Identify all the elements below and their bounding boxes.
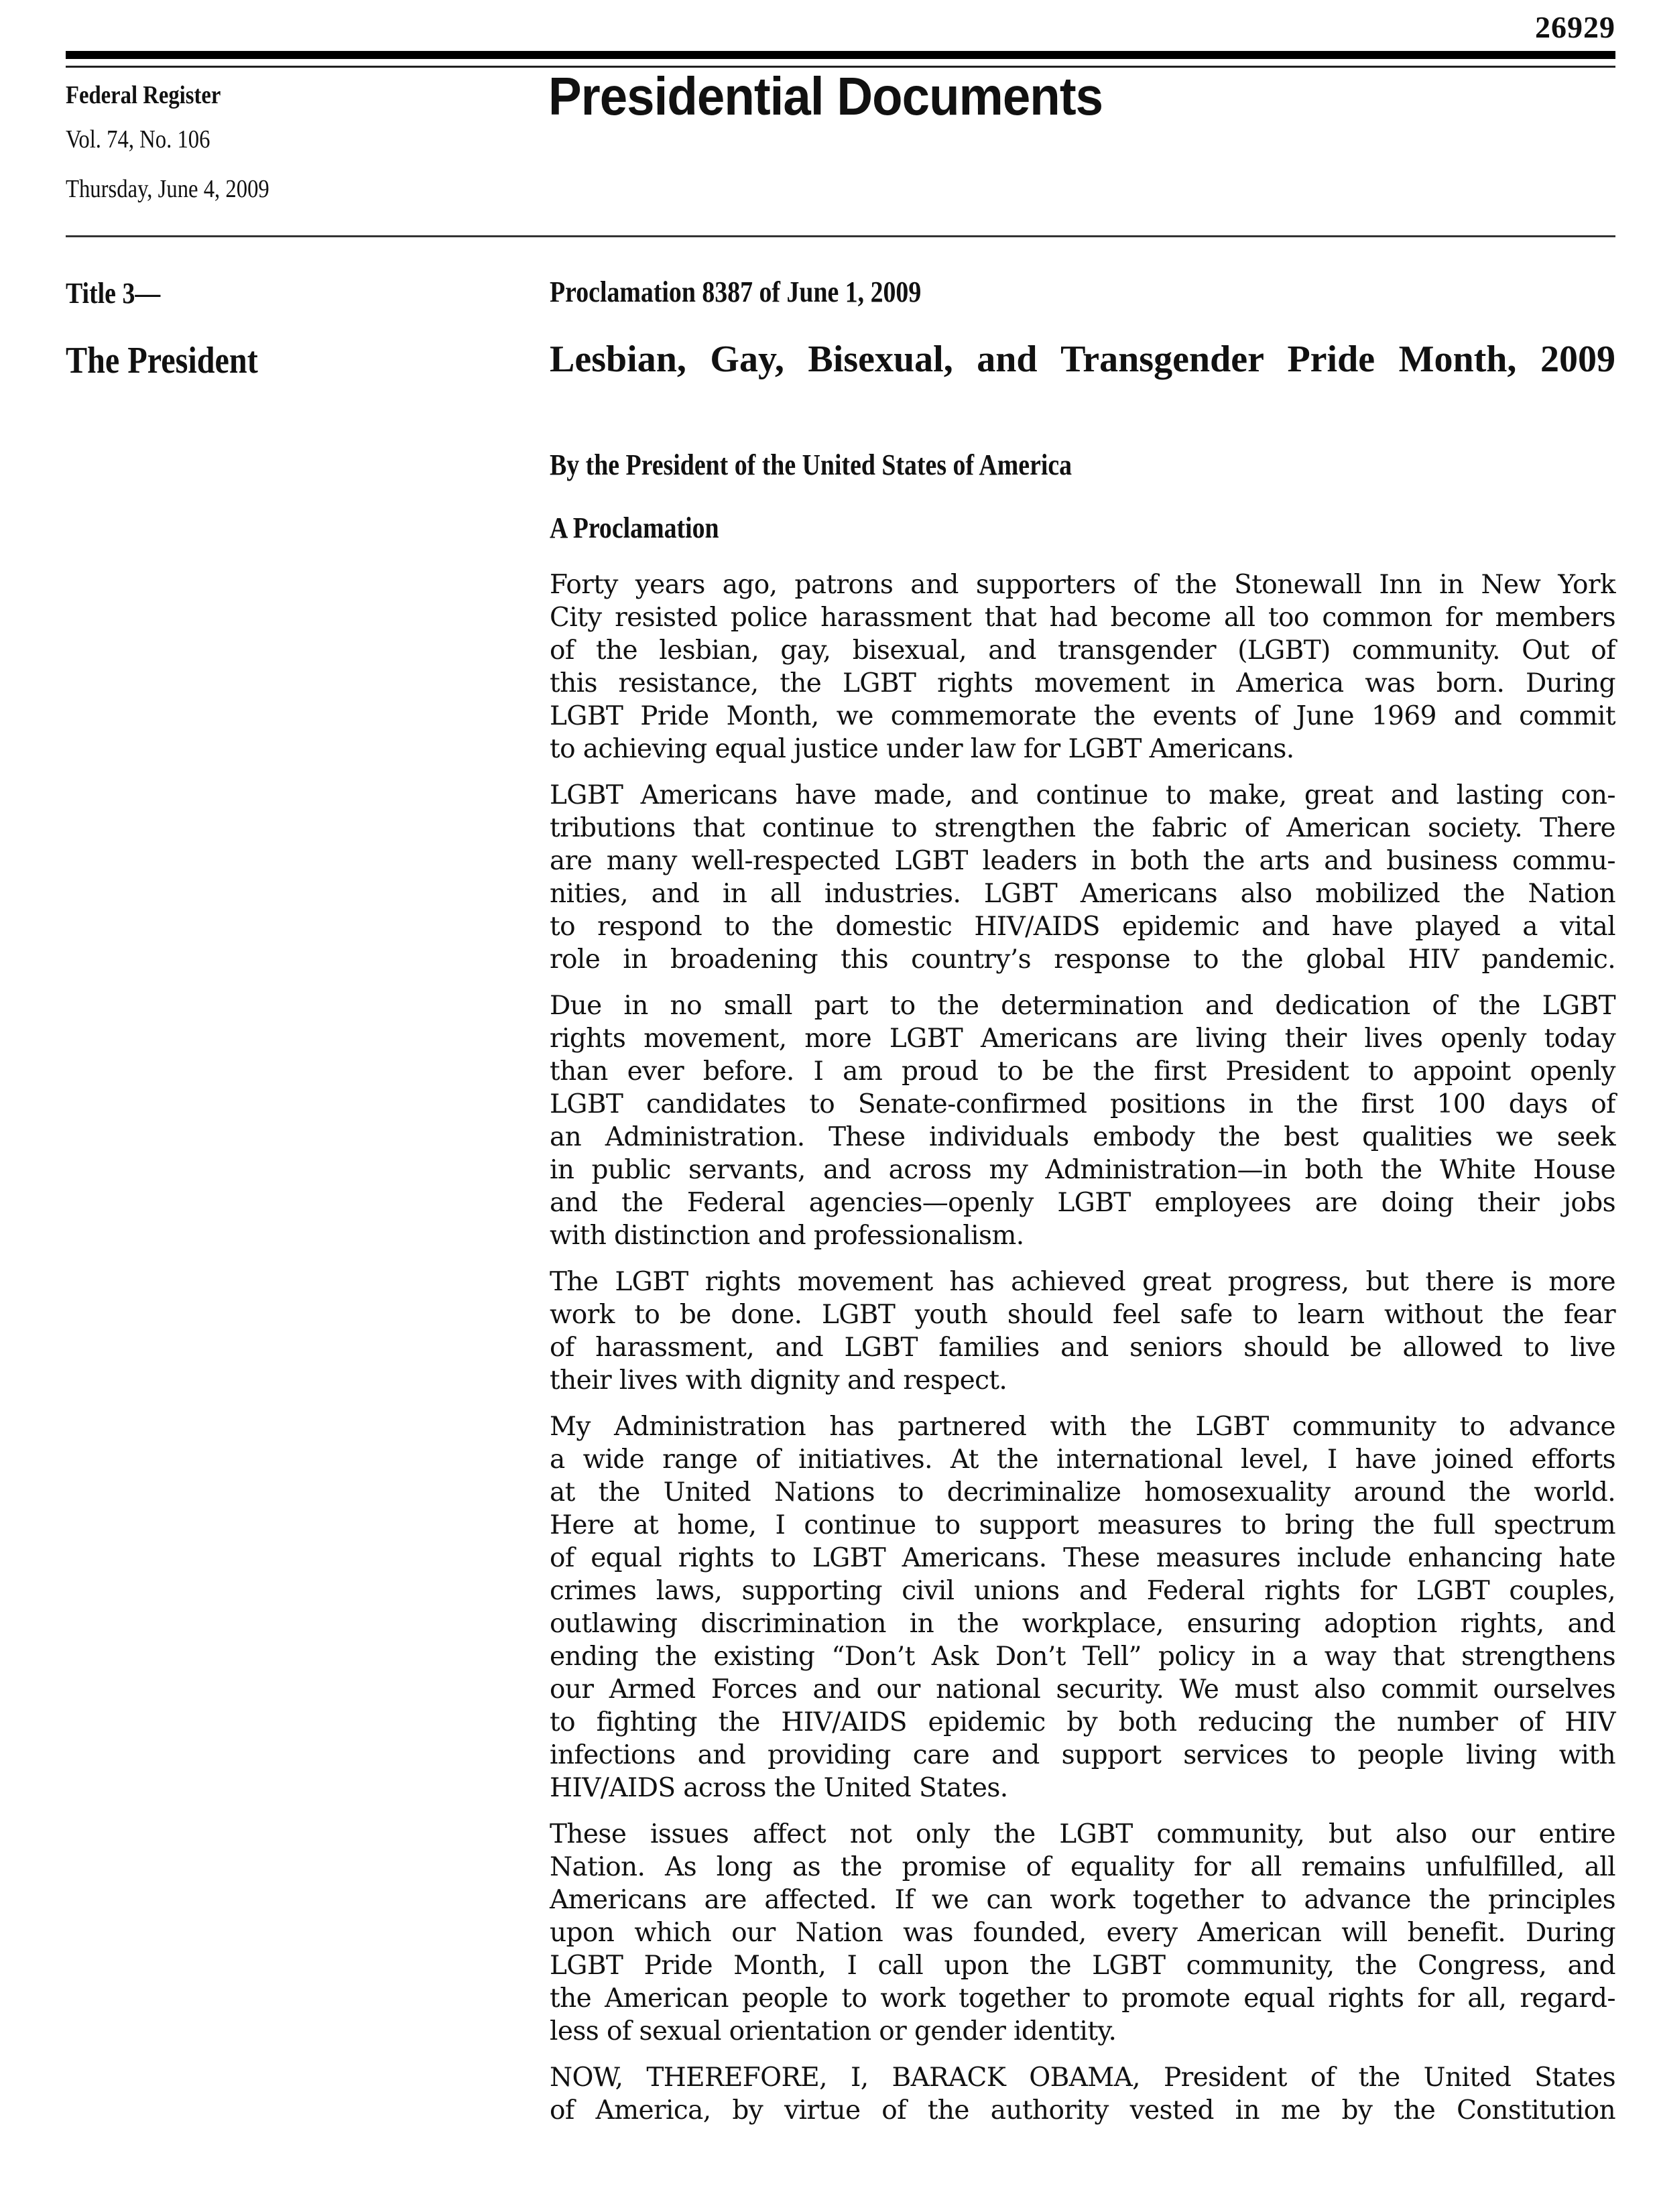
- publication-date: Thursday, June 4, 2009: [66, 175, 269, 203]
- paragraph: [550, 779, 1615, 976]
- paragraph-line: to fighting the HIV/AIDS epidemic by both reducing the number of HIV: [550, 1707, 1615, 1737]
- volume-number: Vol. 74, No. 106: [66, 125, 210, 153]
- paragraph-line: Due in no small part to the determination and dedication of the LGBT: [550, 991, 1615, 1021]
- proclamation-title-text: Lesbian, Gay, Bisexual, and Transgender Pride Month, 2009: [550, 339, 1615, 380]
- paragraph-line: outlawing discrimination in the workplace, ensuring adoption rights, and: [550, 1609, 1615, 1639]
- proclamation-heading: A Proclamation: [550, 511, 719, 544]
- paragraph-line: less of sexual orientation or gender identity.: [550, 2016, 1117, 2046]
- proclamation-number: Proclamation 8387 of June 1, 2009: [550, 275, 922, 308]
- paragraph-line: City resisted police harassment that had become all too common for members: [550, 603, 1615, 633]
- title-number: Title 3—: [66, 277, 161, 310]
- paragraph-line: The LGBT rights movement has achieved great progress, but there is more: [550, 1267, 1615, 1297]
- paragraph-line: to achieving equal justice under law for LGBT Americans.: [550, 734, 1294, 764]
- paragraph-line: ending the existing “Don’t Ask Don’t Tell” policy in a way that strengthens: [550, 1642, 1615, 1672]
- paragraph-line: the American people to work together to promote equal rights for all, regard-: [550, 1983, 1615, 2014]
- paragraph-line: infections and providing care and support services to people living with: [550, 1740, 1615, 1770]
- paragraph-line: are many well-respected LGBT leaders in both the arts and business commu-: [550, 846, 1615, 876]
- paragraph-line: Nation. As long as the promise of equality for all remains unfulfilled, all: [550, 1852, 1615, 1882]
- paragraph-line: in public servants, and across my Administration—in both the White House: [550, 1155, 1615, 1185]
- paragraph-line: our Armed Forces and our national security. We must also commit ourselves: [550, 1674, 1615, 1705]
- paragraph-line: LGBT Pride Month, we commemorate the events of June 1969 and commit: [550, 701, 1615, 731]
- paragraph-line: of equal rights to LGBT Americans. These measures include enhancing hate: [550, 1543, 1615, 1573]
- paragraph-line: work to be done. LGBT youth should feel safe to learn without the fear: [550, 1300, 1615, 1330]
- publication-name: Federal Register: [66, 81, 221, 109]
- paragraph-line: role in broadening this country’s response to the global HIV pandemic.: [550, 944, 1615, 975]
- paragraph: [550, 1266, 1615, 1397]
- paragraph-line: at the United Nations to decriminalize homosexuality around the world.: [550, 1477, 1615, 1508]
- paragraph-line: NOW, THEREFORE, I, BARACK OBAMA, President of the United States: [550, 2063, 1615, 2093]
- paragraph-line: of America, by virtue of the authority vested in me by the Constitution: [550, 2095, 1615, 2126]
- paragraph-line: this resistance, the LGBT rights movement in America was born. During: [550, 668, 1615, 698]
- paragraph-line: with distinction and professionalism.: [550, 1221, 1024, 1251]
- paragraph-line: and the Federal agencies—openly LGBT employees are doing their jobs: [550, 1188, 1615, 1218]
- masthead: [66, 80, 302, 204]
- by-line: By the President of the United States of America: [550, 448, 1072, 481]
- paragraph-line: upon which our Nation was founded, every American will benefit. During: [550, 1918, 1615, 1948]
- paragraph-line: crimes laws, supporting civil unions and Federal rights for LGBT couples,: [550, 1576, 1615, 1606]
- paragraph: [550, 568, 1615, 765]
- paragraph-line: LGBT candidates to Senate-confirmed positions in the first 100 days of: [550, 1089, 1615, 1119]
- paragraph-line: an Administration. These individuals embody the best qualities we seek: [550, 1122, 1615, 1152]
- paragraph-line: of harassment, and LGBT families and seniors should be allowed to live: [550, 1333, 1615, 1363]
- paragraph-line: Forty years ago, patrons and supporters of the Stonewall Inn in New York: [550, 570, 1615, 600]
- paragraph-line: Americans are affected. If we can work together to advance the principles: [550, 1885, 1615, 1915]
- paragraph-line: My Administration has partnered with the LGBT community to advance: [550, 1412, 1615, 1442]
- paragraph-line: HIV/AIDS across the United States.: [550, 1773, 1008, 1803]
- paragraph-line: a wide range of initiatives. At the international level, I have joined efforts: [550, 1445, 1615, 1475]
- section-rule: [66, 235, 1615, 237]
- paragraph-line: LGBT Americans have made, and continue to make, great and lasting con-: [550, 780, 1615, 810]
- title-subtitle: The President: [66, 340, 258, 381]
- paragraph-line: These issues affect not only the LGBT community, but also our entire: [550, 1819, 1615, 1849]
- paragraph-line: LGBT Pride Month, I call upon the LGBT community, the Congress, and: [550, 1951, 1615, 1981]
- header-rule-thick: [66, 51, 1615, 59]
- paragraph-line: their lives with dignity and respect.: [550, 1365, 1007, 1396]
- section-title: Presidential Documents: [548, 66, 1103, 126]
- paragraph-line: tributions that continue to strengthen the fabric of American society. There: [550, 813, 1615, 843]
- paragraph-line: rights movement, more LGBT Americans are living their lives openly today: [550, 1024, 1615, 1054]
- paragraph: [550, 1818, 1615, 2048]
- paragraph-line: Here at home, I continue to support measures to bring the full spectrum: [550, 1510, 1615, 1540]
- paragraph-line: to respond to the domestic HIV/AIDS epidemic and have played a vital: [550, 912, 1615, 942]
- proclamation-title: [550, 338, 1615, 381]
- paragraph-line: nities, and in all industries. LGBT Americans also mobilized the Nation: [550, 879, 1615, 909]
- paragraph-line: than ever before. I am proud to be the first President to appoint openly: [550, 1056, 1615, 1087]
- proclamation-body: [550, 568, 1615, 2140]
- page-number: 26929: [1535, 10, 1615, 44]
- paragraph-line: of the lesbian, gay, bisexual, and transgender (LGBT) community. Out of: [550, 635, 1615, 666]
- paragraph: [550, 2061, 1615, 2127]
- paragraph: [550, 1410, 1615, 1804]
- paragraph: [550, 989, 1615, 1252]
